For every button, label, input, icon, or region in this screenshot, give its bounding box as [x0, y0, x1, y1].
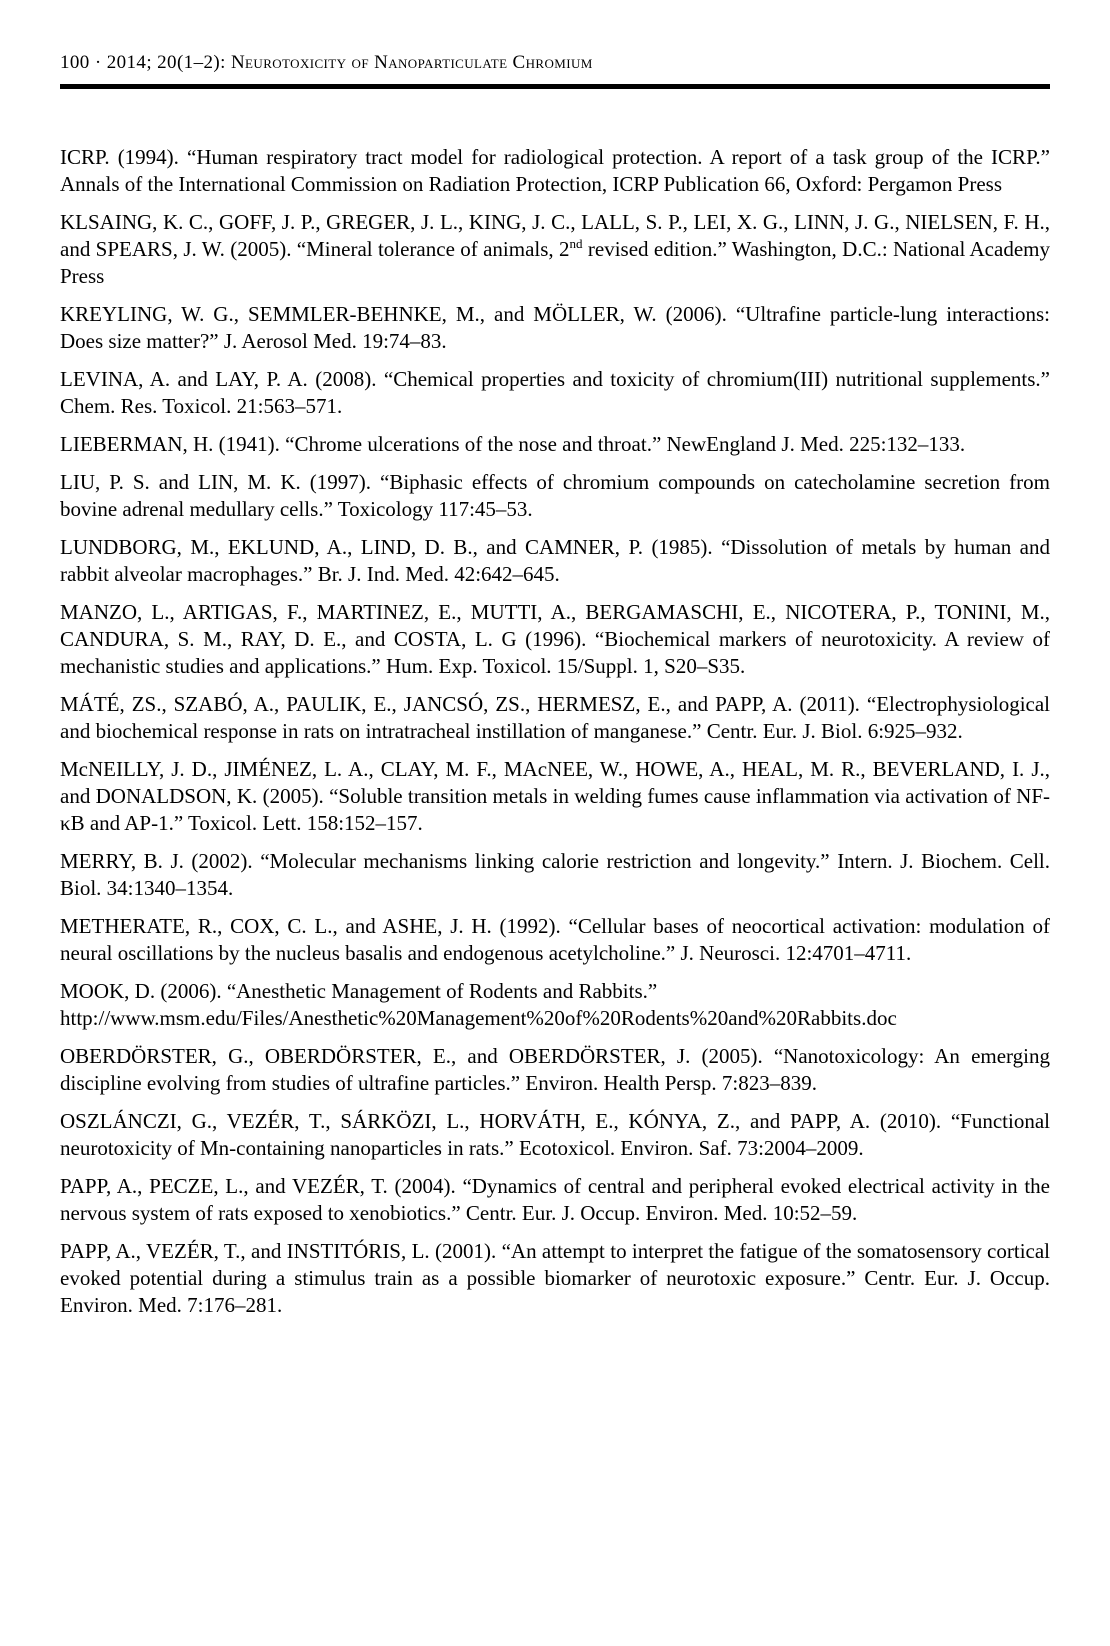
superscript-text: nd — [569, 236, 583, 251]
references-list — [60, 144, 1050, 1319]
reference-text: LUNDBORG, M., EKLUND, A., LIND, D. B., and CAMNER, P. (1985). “Dissolution of metals by human and rabbit alveolar macrophages.” Br. J. Ind. Med. 42:642–645. — [60, 535, 1050, 586]
reference-text: LIU, P. S. and LIN, M. K. (1997). “Biphasic effects of chromium compounds on catecholamine secretion from bovine adrenal medullary cells.” Toxicology 117:45–53. — [60, 470, 1050, 521]
reference-item — [60, 756, 1050, 837]
reference-text: LEVINA, A. and LAY, P. A. (2008). “Chemical properties and toxicity of chromium(III) nutritional supplements.” Chem. Res. Toxicol. 21:563–571. — [60, 367, 1050, 418]
reference-text: McNEILLY, J. D., JIMÉNEZ, L. A., CLAY, M. F., MAcNEE, W., HOWE, A., HEAL, M. R., BEVERLAND, I. J., and DONALDSON, K. (2005). “Soluble transition metals in welding fumes cause inflammation via activation of NF-κB and AP-1.” Toxicol. Lett. 158:152–157. — [60, 757, 1050, 835]
reference-item — [60, 1108, 1050, 1162]
reference-item — [60, 913, 1050, 967]
reference-item — [60, 1173, 1050, 1227]
reference-item — [60, 691, 1050, 745]
reference-text: MERRY, B. J. (2002). “Molecular mechanisms linking calorie restriction and longevity.” Intern. J. Biochem. Cell. Biol. 34:1340–1354. — [60, 849, 1050, 900]
reference-text: LIEBERMAN, H. (1941). “Chrome ulcerations of the nose and throat.” NewEngland J. Med. 225:132–133. — [60, 432, 966, 456]
reference-url: http://www.msm.edu/Files/Anesthetic%20Management%20of%20Rodents%20and%20Rabbits.doc — [60, 1006, 897, 1030]
reference-text: METHERATE, R., COX, C. L., and ASHE, J. H. (1992). “Cellular bases of neocortical activation: modulation of neural oscillations by the nucleus basalis and endogenous acetylcholine.” J. Neurosci. 12:4701–4711. — [60, 914, 1050, 965]
reference-text: OSZLÁNCZI, G., VEZÉR, T., SÁRKÖZI, L., HORVÁTH, E., KÓNYA, Z., and PAPP, A. (2010). “Functional neurotoxicity of Mn-containing nanoparticles in rats.” Ecotoxicol. Environ. Saf. 73:2004–2009. — [60, 1109, 1050, 1160]
reference-text: KREYLING, W. G., SEMMLER-BEHNKE, M., and MÖLLER, W. (2006). “Ultrafine particle-lung interactions: Does size matter?” J. Aerosol Med. 19:74–83. — [60, 302, 1050, 353]
reference-text: ICRP. (1994). “Human respiratory tract model for radiological protection. A report of a task group of the ICRP.” Annals of the International Commission on Radiation Protection, ICRP Publication 66, Oxford: Pergamon Press — [60, 145, 1050, 196]
reference-text: MOOK, D. (2006). “Anesthetic Management of Rodents and Rabbits.” — [60, 979, 658, 1003]
reference-item — [60, 534, 1050, 588]
reference-text: MANZO, L., ARTIGAS, F., MARTINEZ, E., MUTTI, A., BERGAMASCHI, E., NICOTERA, P., TONINI, M., CANDURA, S. M., RAY, D. E., and COSTA, L. G (1996). “Biochemical markers of neurotoxicity. A review of mechanistic studies and applications.” Hum. Exp. Toxicol. 15/Suppl. 1, S20–S35. — [60, 600, 1050, 678]
header-rule — [60, 84, 1050, 89]
reference-text: MÁTÉ, ZS., SZABÓ, A., PAULIK, E., JANCSÓ, ZS., HERMESZ, E., and PAPP, A. (2011). “Electrophysiological and biochemical response in rats on intratracheal instillation of manganese.” Centr. Eur. J. Biol. 6:925–932. — [60, 692, 1050, 743]
reference-text: PAPP, A., VEZÉR, T., and INSTITÓRIS, L. (2001). “An attempt to interpret the fatigue of the somatosensory cortical evoked potential during a stimulus train as a possible biomarker of neurotoxic exposure.” Centr. Eur. J. Occup. Environ. Med. 7:176–281. — [60, 1239, 1050, 1317]
reference-item — [60, 469, 1050, 523]
reference-item — [60, 599, 1050, 680]
reference-text: KLSAING, K. C., GOFF, J. P., GREGER, J. L., KING, J. C., LALL, S. P., LEI, X. G., LINN, J. G., NIELSEN, F. H., and SPEARS, J. W. (2005). “Mineral tolerance of animals, 2 — [60, 210, 1050, 261]
reference-item — [60, 431, 1050, 458]
reference-item — [60, 1043, 1050, 1097]
reference-item — [60, 366, 1050, 420]
reference-item — [60, 144, 1050, 198]
running-head: 100 · 2014; 20(1–2): Neurotoxicity of Nanoparticulate Chromium — [60, 52, 593, 73]
reference-item — [60, 301, 1050, 355]
reference-item — [60, 1238, 1050, 1319]
reference-text: OBERDÖRSTER, G., OBERDÖRSTER, E., and OBERDÖRSTER, J. (2005). “Nanotoxicology: An emerging discipline evolving from studies of ultrafine particles.” Environ. Health Persp. 7:823–839. — [60, 1044, 1050, 1095]
reference-text: PAPP, A., PECZE, L., and VEZÉR, T. (2004). “Dynamics of central and peripheral evoked electrical activity in the nervous system of rats exposed to xenobiotics.” Centr. Eur. J. Occup. Environ. Med. 10:52–59. — [60, 1174, 1050, 1225]
reference-item — [60, 978, 1050, 1032]
reference-text: revised edition.” Washington, D.C.: National Academy Press — [60, 237, 1050, 288]
reference-item — [60, 848, 1050, 902]
reference-item — [60, 209, 1050, 290]
